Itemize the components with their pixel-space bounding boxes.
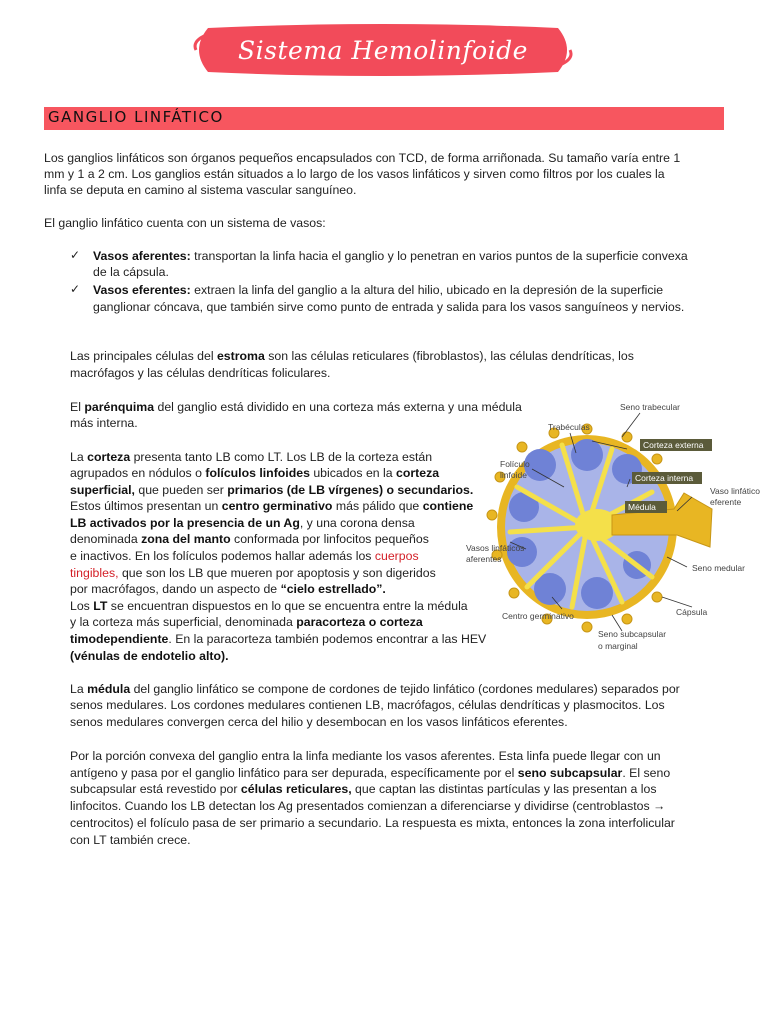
term: folículos linfoides <box>205 466 310 480</box>
cortex-line-3 <box>70 482 473 499</box>
cortex-line-1 <box>70 449 432 466</box>
check-icon: ✓ <box>70 282 81 296</box>
term: corteza <box>396 466 440 480</box>
text: del ganglio está dividido en una corteza más externa y una médula <box>154 400 522 414</box>
cortex-line-12 <box>70 631 486 648</box>
text: presenta tanto LB como LT. Los LB de la corteza están <box>130 450 433 464</box>
bullet-1-line-2: de la cápsula. <box>93 265 169 279</box>
text: Las principales células del <box>70 349 217 363</box>
term: contiene <box>422 499 474 513</box>
text: La <box>70 450 88 464</box>
label-trabeculas: Trabéculas <box>548 422 590 432</box>
label-subcapsular-1: Seno subcapsular <box>598 629 667 639</box>
term: LB activados por la presencia de un Ag <box>70 516 300 530</box>
cortex-line-2 <box>70 465 439 482</box>
text: se encuentran dispuestos en lo que se encuentra entre la médula <box>107 599 468 613</box>
stroma-line-2: macrófagos y las células dendríticas foliculares. <box>70 366 331 380</box>
label-capsula: Cápsula <box>676 607 708 617</box>
bullet-term: Vasos aferentes: <box>93 249 191 263</box>
term: superficial, <box>70 483 135 497</box>
header-banner <box>188 20 578 80</box>
text: subcapsular está revestido por <box>70 782 241 796</box>
term: LT <box>93 599 108 613</box>
bullet-1-line-1 <box>93 248 688 265</box>
term: células reticulares, <box>240 782 352 796</box>
label-foliculo-2: linfoide <box>500 470 527 480</box>
text: denominada <box>70 532 142 546</box>
cortex-line-6 <box>70 531 429 548</box>
vessels-intro: El ganglio linfático cuenta con un sistema de vasos: <box>44 216 326 230</box>
bullet-text: extraen la linfa del ganglio a la altura del hilio, ubicado en la depresión de la superficie <box>190 283 664 297</box>
lymph-line-4: linfocitos. Cuando los LB detectan los Ag presentados comienzan a diferenciarse y dividirse (centroblastos → <box>70 799 666 813</box>
text: que captan las distintas partículas y las presentan a los <box>351 782 657 796</box>
term: seno subcapsular <box>517 766 623 780</box>
lymph-node-illustration <box>462 397 768 657</box>
label-centro-germinativo: Centro germinativo <box>502 611 574 621</box>
text: e inactivos. En los folículos podemos hallar además los <box>70 549 375 563</box>
lymph-line-1: Por la porción convexa del ganglio entra la linfa mediante los vasos aferentes. Esta linfa puede llegar con un <box>70 749 661 763</box>
text: conformada por linfocitos pequeños <box>230 532 429 546</box>
text: del ganglio linfático se compone de cordones de tejido linfático (cordones medulares) separados por <box>130 682 680 696</box>
label-vaso-eferente-1: Vaso linfático <box>710 486 760 496</box>
medulla-line-3: senos medulares convergen cerca del hilio y desembocan en los vasos linfáticos eferentes. <box>70 715 568 729</box>
text: antígeno y pasa por el ganglio linfático para ser depurada, específicamente por el <box>70 766 518 780</box>
label-aferentes-1: Vasos linfáticos <box>466 543 525 553</box>
stroma-line-1 <box>70 348 634 365</box>
term: corteza <box>87 450 131 464</box>
text: La <box>70 682 88 696</box>
label-medula: Médula <box>628 502 656 512</box>
lymph-line-5: centrocitos) el folículo pasa de ser primario a secundario. La respuesta es mixta, entonces la zona interfolicular <box>70 816 675 830</box>
label-seno-trabecular: Seno trabecular <box>620 402 681 412</box>
text: agrupados en nódulos o <box>70 466 206 480</box>
label-corteza-interna: Corteza interna <box>635 473 694 483</box>
bullet-2-line-1 <box>93 282 663 299</box>
cortex-line-10 <box>70 598 468 615</box>
label-aferentes-2: aferentes <box>466 554 502 564</box>
cortex-line-11 <box>70 614 423 631</box>
text: por macrófagos, dando un aspecto de <box>70 582 281 596</box>
term: parénquima <box>84 400 155 414</box>
term: timodependiente <box>70 632 169 646</box>
text: más pálido que <box>332 499 423 513</box>
parenchyma-line-2: más interna. <box>70 416 138 430</box>
term: “cielo estrellado”. <box>280 582 386 596</box>
label-seno-medular: Seno medular <box>692 563 745 573</box>
label-corteza-externa: Corteza externa <box>643 440 704 450</box>
medulla-line-1 <box>70 681 680 698</box>
label-vaso-eferente-2: eferente <box>710 497 742 507</box>
highlight: tingibles, <box>70 566 119 580</box>
intro-line-1: Los ganglios linfáticos son órganos pequeños encapsulados con TCD, de forma arriñonada. Su tamaño varía entre 1 <box>44 151 681 165</box>
parenchyma-line-1 <box>70 399 522 416</box>
term: zona del manto <box>141 532 231 546</box>
term: (vénulas de endotelio alto). <box>70 649 229 663</box>
text: son las células reticulares (fibroblastos), las células dendríticas, los <box>264 349 634 363</box>
text: Los <box>70 599 94 613</box>
lymph-line-3 <box>70 781 657 798</box>
section-header <box>44 107 724 130</box>
label-foliculo-1: Folículo <box>500 459 530 469</box>
term: médula <box>87 682 131 696</box>
cortex-line-9 <box>70 581 386 598</box>
text: y la corteza más superficial, denominada <box>70 615 297 629</box>
cortex-line-7 <box>70 548 419 565</box>
page-title: Sistema Hemolinfoide <box>238 35 528 65</box>
check-icon: ✓ <box>70 248 81 262</box>
medulla-line-2: senos medulares. Los cordones medulares contienen LB, macrófagos, células dendríticas y plasmocitos. Los <box>70 698 665 712</box>
highlight: cuerpos <box>374 549 419 563</box>
text: que son los LB que mueren por apoptosis y son digeridos <box>118 566 436 580</box>
term: estroma <box>216 349 265 363</box>
lymph-line-2 <box>70 765 670 782</box>
text: Estos últimos presentan un <box>70 499 222 513</box>
lymph-node-diagram <box>462 397 768 657</box>
text: . En la paracorteza también podemos encontrar a las HEV <box>168 632 487 646</box>
text: ubicados en la <box>309 466 397 480</box>
term: centro germinativo <box>221 499 333 513</box>
intro-line-2: mm y 1 a 2 cm. Los ganglios están situados a lo largo de los vasos linfáticos y sirven como filtros por los cuales la <box>44 167 665 181</box>
section-title: GANGLIO LINFÁTICO <box>48 108 224 126</box>
term: primarios (de LB vírgenes) o secundarios. <box>227 483 474 497</box>
intro-line-3: linfa se deputa en camino al sistema vascular sanguíneo. <box>44 183 357 197</box>
lymph-line-6: con LT también crece. <box>70 833 191 847</box>
bullet-text: transportan la linfa hacia el ganglio y lo penetran en varios puntos de la superficie convexa <box>190 249 688 263</box>
cortex-line-4 <box>70 498 473 515</box>
text: , y una corona densa <box>299 516 415 530</box>
cortex-line-8 <box>70 565 436 582</box>
text: que pueden ser <box>134 483 228 497</box>
term: paracorteza o corteza <box>296 615 423 629</box>
label-subcapsular-2: o marginal <box>598 641 638 651</box>
bullet-2-line-2: ganglionar cóncava, que también sirve como punto de entrada y salida para los vasos sanguíneos y nervios. <box>93 300 685 314</box>
cortex-line-13 <box>70 648 229 665</box>
text: . El seno <box>622 766 671 780</box>
bullet-term: Vasos eferentes: <box>93 283 191 297</box>
cortex-line-5 <box>70 515 415 532</box>
text: El <box>70 400 85 414</box>
